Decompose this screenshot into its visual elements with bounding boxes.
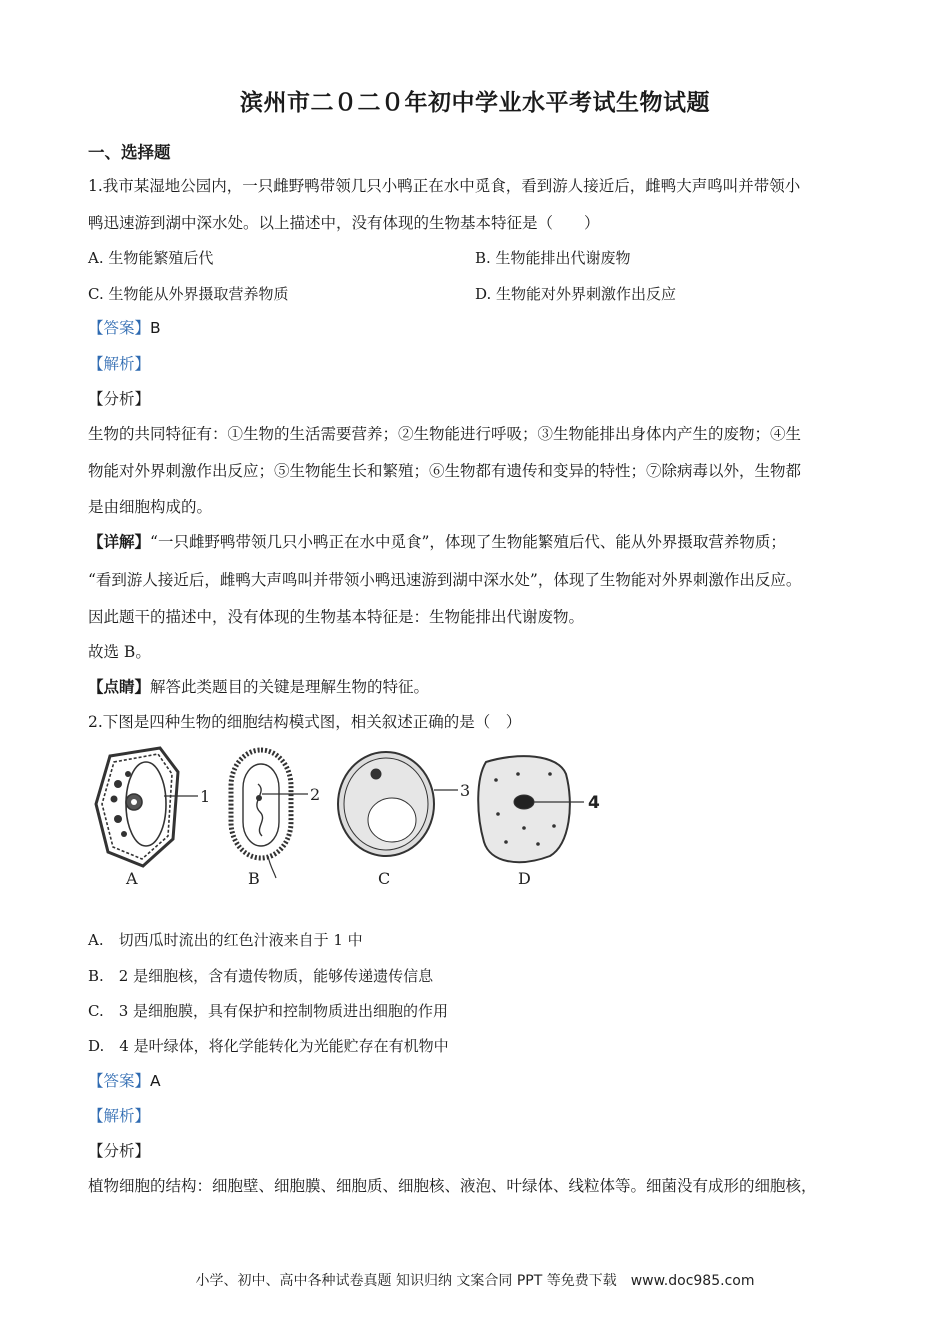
- q1-detail-line2: “看到游人接近后，雌鸭大声鸣叫并带领小鸭迅速游到湖中深水处”，体现了生物能对外界刺激作出反应。: [88, 571, 802, 589]
- q1-option-b: B. 生物能排出代谢废物: [475, 249, 631, 267]
- q2-option-c: C. 3 是细胞膜，具有保护和控制物质进出细胞的作用: [88, 1002, 449, 1020]
- q1-answer: [88, 318, 161, 338]
- q2-analysis-tag: 【解析】: [88, 1107, 151, 1125]
- q1-option-a: A. 生物能繁殖后代: [88, 249, 214, 267]
- q2-fenxi-tag: 【分析】: [88, 1142, 151, 1160]
- q1-stem-line2: 鸭迅速游到湖中深水处。以上描述中，没有体现的生物基本特征是（ ）: [88, 214, 600, 232]
- cell-diagram-figure: [88, 744, 618, 894]
- point-tag: 【点睛】: [88, 677, 151, 696]
- page-title: 滨州市二０二０年初中学业水平考试生物试题: [240, 89, 710, 116]
- answer-tag: 【答案】: [88, 319, 151, 337]
- cell-b-bacterium: [231, 750, 308, 878]
- cell-c-yeast: [338, 752, 458, 856]
- q2-option-a: A. 切西瓜时流出的红色汁液来自于 1 中: [88, 931, 363, 949]
- q1-fenxi-line3: 是由细胞构成的。: [88, 498, 213, 516]
- cell-label-a: A: [126, 869, 138, 888]
- q1-detail-line1: [88, 532, 786, 552]
- detail-tag: 【详解】: [88, 532, 151, 551]
- point-text: 解答此类题目的关键是理解生物的特征。: [150, 678, 430, 696]
- q1-point: [88, 677, 429, 697]
- q1-option-d: D. 生物能对外界刺激作出反应: [475, 285, 677, 303]
- q1-fenxi-line1: 生物的共同特征有：①生物的生活需要营养；②生物能进行呼吸；③生物能排出身体内产生的废物；④生: [88, 425, 802, 443]
- q1-stem-line1: 1.我市某湿地公园内，一只雌野鸭带领几只小鸭正在水中觅食，看到游人接近后，雌鸭大声鸣叫并带领小: [88, 177, 801, 195]
- q2-answer: [88, 1071, 161, 1091]
- q1-choose: 故选 B。: [88, 643, 151, 661]
- q1-detail-line3: 因此题干的描述中，没有体现的生物基本特征是：生物能排出代谢废物。: [88, 608, 585, 626]
- q1-fenxi-line2: 物能对外界刺激作出反应；⑤生物能生长和繁殖；⑥生物都有遗传和变异的特性；⑦除病毒以外，生物都: [88, 462, 802, 480]
- q1-fenxi-tag: 【分析】: [88, 390, 151, 408]
- cell-label-b: B: [248, 869, 260, 888]
- q2-option-d: D. 4 是叶绿体，将化学能转化为光能贮存在有机物中: [88, 1037, 449, 1055]
- q2-stem: 2.下图是四种生物的细胞结构模式图，相关叙述正确的是（ ）: [88, 713, 522, 731]
- pointer-label-3: 3: [460, 781, 471, 800]
- cell-label-d: D: [518, 869, 531, 888]
- q2-option-b: B. 2 是细胞核，含有遗传物质，能够传递遗传信息: [88, 967, 434, 985]
- q1-option-c: C. 生物能从外界摄取营养物质: [88, 285, 289, 303]
- q1-analysis-tag: 【解析】: [88, 355, 151, 373]
- pointer-label-1: 1: [200, 787, 211, 806]
- answer-value: A: [150, 1072, 161, 1090]
- cell-d-animal: [478, 756, 584, 862]
- pointer-label-4: 4: [588, 793, 600, 813]
- cell-label-c: C: [378, 869, 391, 888]
- detail-text: “一只雌野鸭带领几只小鸭正在水中觅食”，体现了生物能繁殖后代、能从外界摄取营养物质；: [150, 533, 786, 551]
- cell-a-plant: [96, 748, 198, 866]
- section-heading: 一、选择题: [88, 143, 171, 162]
- pointer-label-2: 2: [310, 785, 321, 804]
- page-footer: 小学、初中、高中各种试卷真题 知识归纳 文案合同 PPT 等免费下载 www.doc985.com: [195, 1273, 755, 1289]
- q2-fenxi-line1: 植物细胞的结构：细胞壁、细胞膜、细胞质、细胞核、液泡、叶绿体、线粒体等。细菌没有成形的细胞核，: [88, 1177, 817, 1195]
- answer-value: B: [150, 319, 161, 337]
- answer-tag: 【答案】: [88, 1072, 151, 1090]
